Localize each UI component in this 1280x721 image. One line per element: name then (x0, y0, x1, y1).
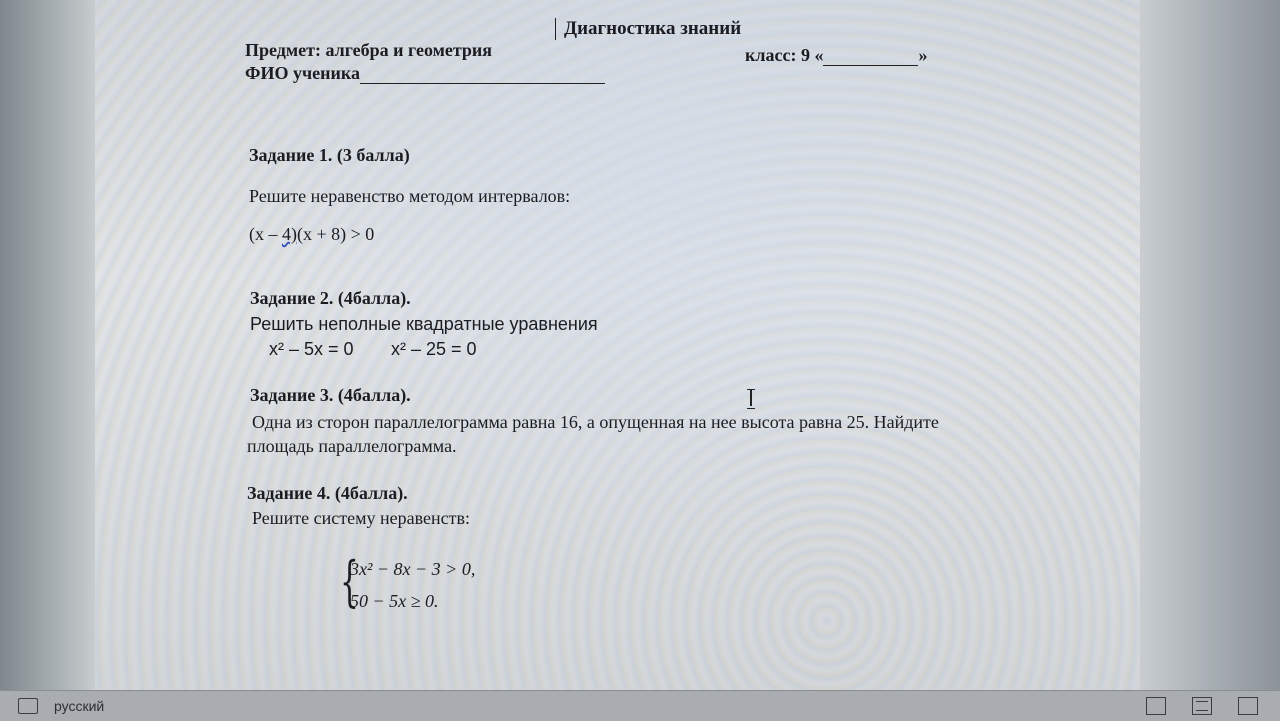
task3-text-line1: Одна из сторон параллелограмма равна 16, а опущенная на нее высота равна 25. Найдите (252, 412, 939, 432)
system-line-1: 3x² − 8x − 3 > 0, (350, 559, 476, 579)
task1-heading: Задание 1. (3 балла) (249, 145, 410, 165)
student-name-field (245, 63, 605, 84)
print-layout-icon[interactable] (1192, 697, 1212, 715)
task4-text: Решите систему неравенств: (252, 508, 470, 528)
read-mode-icon[interactable] (1146, 697, 1166, 715)
status-bar (0, 690, 1280, 721)
background-left (0, 0, 95, 690)
task2-equation-1: x² – 5x = 0 (269, 339, 354, 359)
keyboard-icon[interactable] (18, 698, 38, 714)
task1-formula-post: (x + 8) > 0 (297, 224, 375, 244)
task3-heading: Задание 3. (4балла). (250, 385, 411, 405)
task1-formula-pre: (x – (249, 224, 282, 244)
class-label: класс: 9 « (745, 45, 824, 65)
text-cursor-icon (747, 388, 755, 408)
task1-formula (249, 224, 374, 245)
class-close: » (918, 45, 928, 65)
system-brace: { (340, 550, 359, 613)
task1-text: Решите неравенство методом интервалов: (249, 186, 571, 206)
document-page[interactable] (95, 0, 1140, 690)
task2-equation-2: x² – 25 = 0 (391, 339, 477, 359)
task4-heading: Задание 4. (4балла). (247, 483, 408, 503)
task2-heading: Задание 2. (4балла). (250, 288, 411, 308)
document-title: Диагностика знаний (555, 18, 741, 40)
web-layout-icon[interactable] (1238, 697, 1258, 715)
task3-text-line2: площадь параллелограмма. (247, 436, 457, 456)
student-name-blank[interactable] (360, 63, 605, 84)
background-right (1140, 0, 1280, 690)
class-blank[interactable] (823, 47, 918, 66)
subject-line: Предмет: алгебра и геометрия (245, 40, 493, 60)
class-field (745, 45, 927, 66)
language-indicator[interactable]: русский (54, 698, 105, 714)
task2-text: Решить неполные квадратные уравнения (250, 314, 598, 334)
spellcheck-marked-text[interactable]: 4) (282, 224, 297, 244)
system-line-2: 50 − 5x ≥ 0. (350, 591, 439, 611)
student-label: ФИО ученика (245, 63, 360, 83)
